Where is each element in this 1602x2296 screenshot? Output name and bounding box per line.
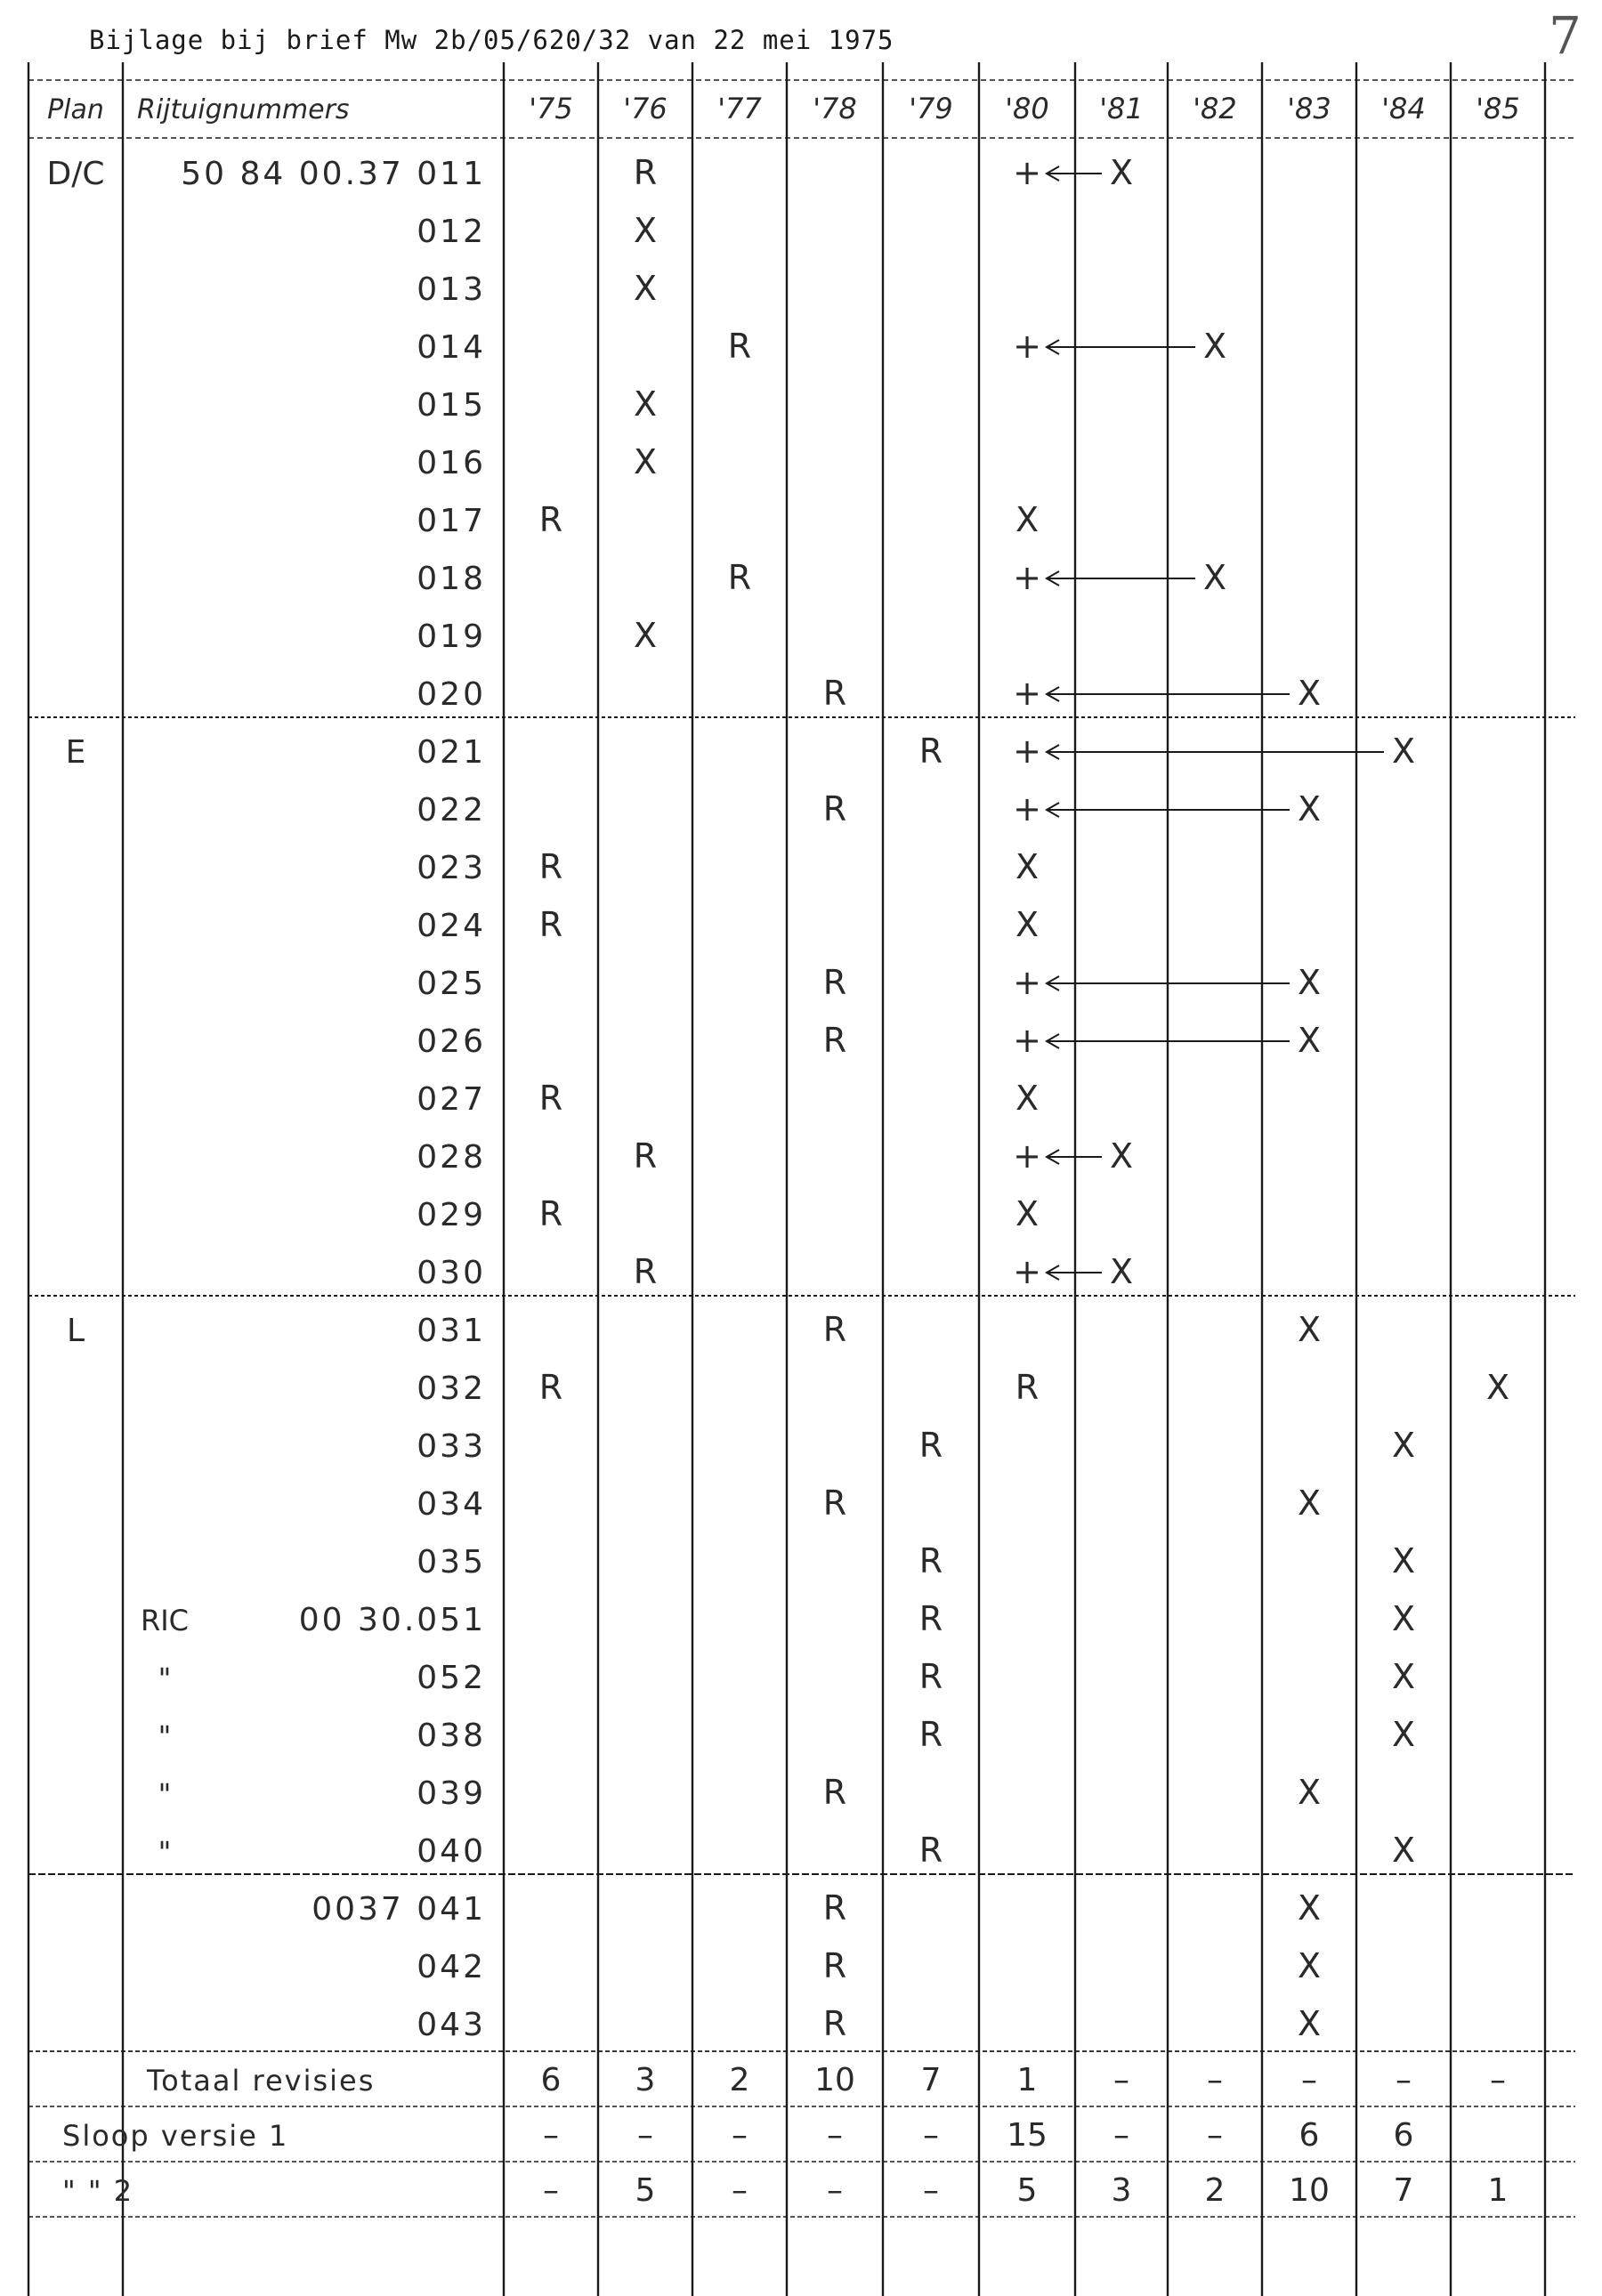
total-value: 2 [1204, 2172, 1226, 2209]
total-value: 6 [540, 2062, 562, 2098]
mark-R: R [918, 1831, 943, 1870]
letter-reference-title: Bijlage bij brief Mw 2b/05/620/32 van 22 mei 1975 [89, 25, 894, 55]
mark-R: R [633, 1136, 658, 1176]
vehicle-number: 024 [417, 908, 486, 944]
vehicle-number: 031 [417, 1313, 486, 1349]
mark-+: + [1013, 153, 1041, 192]
total-value: – [1490, 2062, 1506, 2098]
mark-R: R [1015, 1368, 1040, 1407]
mark-R: R [822, 1773, 847, 1812]
mark-+: + [1013, 963, 1041, 1002]
number-prefix: " [158, 1835, 172, 1869]
mark-X: X [1297, 963, 1322, 1002]
vehicle-number: 028 [417, 1139, 486, 1176]
column-header-10: '83 [1287, 92, 1331, 125]
mark-X: X [633, 384, 658, 424]
vehicle-number: 052 [417, 1660, 486, 1696]
vehicle-number: 026 [417, 1023, 486, 1060]
mark-X: X [633, 616, 658, 655]
vehicle-number: 016 [417, 445, 486, 481]
vehicle-number: 035 [417, 1544, 486, 1581]
mark-+: + [1013, 558, 1041, 597]
number-prefix: " [158, 1661, 172, 1695]
mark-X: X [1391, 1831, 1416, 1870]
vehicle-number: 018 [417, 561, 486, 597]
total-value: 10 [814, 2062, 855, 2098]
number-prefix: " [158, 1719, 172, 1753]
mark-R: R [538, 1368, 563, 1407]
total-value: 7 [1393, 2172, 1414, 2209]
column-header-12: '85 [1476, 92, 1520, 125]
vehicle-number: 030 [417, 1255, 486, 1291]
mark-X: X [1297, 1484, 1322, 1523]
mark-R: R [822, 674, 847, 713]
mark-X: X [1391, 1715, 1416, 1754]
plan-label: L [66, 1313, 85, 1349]
mark-X: X [1297, 1310, 1322, 1349]
mark-R: R [538, 847, 563, 886]
total-value: – [732, 2172, 748, 2209]
total-value: – [923, 2117, 939, 2154]
vehicle-number: 034 [417, 1486, 486, 1523]
column-header-1: Rijtuignummers [137, 94, 350, 125]
total-value: 1 [1487, 2172, 1509, 2209]
mark-R: R [918, 1715, 943, 1754]
column-header-7: '80 [1005, 92, 1049, 125]
mark-R: R [918, 1599, 943, 1638]
mark-X: X [1297, 2004, 1322, 2043]
mark-R: R [822, 1310, 847, 1349]
mark-X: X [1391, 1426, 1416, 1465]
mark-X: X [1297, 789, 1322, 829]
total-value: 5 [635, 2172, 656, 2209]
vehicle-number: 014 [417, 329, 486, 366]
plan-label: E [65, 734, 86, 771]
mark-X: X [1297, 674, 1322, 713]
mark-R: R [918, 732, 943, 771]
page-number-mark: 7 [1549, 5, 1582, 66]
vehicle-number: 015 [417, 387, 486, 424]
mark-X: X [1109, 153, 1134, 192]
plan-label: D/C [46, 156, 105, 192]
vehicle-number: 023 [417, 850, 486, 886]
vehicle-number: 0037 041 [312, 1891, 486, 1928]
mark-R: R [822, 1021, 847, 1060]
mark-R: R [538, 500, 563, 539]
vehicle-number: 013 [417, 271, 486, 308]
vehicle-number: 043 [417, 2007, 486, 2043]
total-value: 2 [729, 2062, 750, 2098]
column-header-5: '78 [813, 92, 857, 125]
vehicle-number: 025 [417, 966, 486, 1002]
mark-X: X [1015, 1194, 1040, 1233]
totals-label: Totaal revisies [147, 2064, 376, 2098]
mark-X: X [1297, 1888, 1322, 1928]
mark-R: R [918, 1657, 943, 1696]
total-value: – [1207, 2117, 1223, 2154]
mark-R: R [633, 153, 658, 192]
total-value: 3 [635, 2062, 656, 2098]
total-value: 7 [920, 2062, 942, 2098]
total-value: 15 [1007, 2117, 1048, 2154]
mark-X: X [1015, 1079, 1040, 1118]
column-header-0: Plan [47, 94, 104, 125]
mark-R: R [918, 1541, 943, 1581]
mark-X: X [633, 269, 658, 308]
mark-R: R [822, 1888, 847, 1928]
mark-X: X [1391, 1541, 1416, 1581]
mark-X: X [1391, 1657, 1416, 1696]
mark-R: R [633, 1252, 658, 1291]
vehicle-number: 012 [417, 214, 486, 250]
mark-+: + [1013, 674, 1041, 713]
mark-+: + [1013, 327, 1041, 366]
vehicle-number: 042 [417, 1949, 486, 1985]
mark-R: R [538, 905, 563, 944]
number-prefix: RIC [140, 1604, 190, 1637]
column-header-9: '82 [1193, 92, 1237, 125]
mark-X: X [1015, 847, 1040, 886]
column-header-11: '84 [1381, 92, 1426, 125]
total-value: – [1301, 2062, 1317, 2098]
mark-+: + [1013, 789, 1041, 829]
mark-R: R [822, 2004, 847, 2043]
mark-X: X [1297, 1021, 1322, 1060]
total-value: – [543, 2117, 559, 2154]
vehicle-number: 022 [417, 792, 486, 829]
vehicle-number: 50 84 00.37 011 [181, 156, 486, 192]
column-header-3: '76 [623, 92, 668, 125]
total-value: – [923, 2172, 939, 2209]
total-value: 5 [1016, 2172, 1038, 2209]
total-value: 6 [1299, 2117, 1320, 2154]
mark-R: R [538, 1194, 563, 1233]
vehicle-number: 019 [417, 618, 486, 655]
mark-X: X [1297, 1946, 1322, 1985]
mark-R: R [822, 963, 847, 1002]
totals-label: " " 2 [62, 2174, 134, 2208]
mark-X: X [1391, 1599, 1416, 1638]
column-header-4: '77 [717, 92, 762, 125]
mark-R: R [822, 1946, 847, 1985]
total-value: 1 [1016, 2062, 1038, 2098]
mark-+: + [1013, 1136, 1041, 1176]
mark-R: R [727, 327, 752, 366]
total-value: – [732, 2117, 748, 2154]
mark-+: + [1013, 1252, 1041, 1291]
vehicle-number: 039 [417, 1775, 486, 1812]
mark-X: X [1202, 558, 1227, 597]
mark-R: R [727, 558, 752, 597]
column-header-6: '79 [909, 92, 953, 125]
vehicle-number: 017 [417, 503, 486, 539]
total-value: – [827, 2172, 843, 2209]
vehicle-number: 038 [417, 1718, 486, 1754]
mark-+: + [1013, 732, 1041, 771]
vehicle-number: 00 30.051 [298, 1602, 486, 1638]
mark-R: R [822, 789, 847, 829]
total-value: – [1113, 2117, 1129, 2154]
column-header-8: '81 [1099, 92, 1144, 125]
total-value: – [1113, 2062, 1129, 2098]
mark-X: X [1109, 1252, 1134, 1291]
total-value: 6 [1393, 2117, 1414, 2154]
number-prefix: " [158, 1777, 172, 1811]
mark-X: X [633, 442, 658, 481]
vehicle-number: 029 [417, 1197, 486, 1233]
mark-R: R [538, 1079, 563, 1118]
mark-X: X [1297, 1773, 1322, 1812]
mark-X: X [1202, 327, 1227, 366]
vehicle-number: 020 [417, 676, 486, 713]
column-header-2: '75 [529, 92, 573, 125]
vehicle-number: 040 [417, 1833, 486, 1870]
mark-+: + [1013, 1021, 1041, 1060]
total-value: 10 [1289, 2172, 1330, 2209]
vehicle-number: 032 [417, 1370, 486, 1407]
mark-X: X [1485, 1368, 1510, 1407]
totals-label: Sloop versie 1 [62, 2119, 289, 2153]
mark-X: X [633, 211, 658, 250]
total-value: – [827, 2117, 843, 2154]
mark-X: X [1015, 905, 1040, 944]
vehicle-number: 033 [417, 1428, 486, 1465]
total-value: – [1207, 2062, 1223, 2098]
total-value: – [543, 2172, 559, 2209]
total-value: – [1396, 2062, 1412, 2098]
total-value: – [637, 2117, 653, 2154]
mark-R: R [822, 1484, 847, 1523]
total-value: 3 [1111, 2172, 1132, 2209]
vehicle-number: 021 [417, 734, 486, 771]
mark-R: R [918, 1426, 943, 1465]
mark-X: X [1015, 500, 1040, 539]
vehicle-number: 027 [417, 1081, 486, 1118]
mark-X: X [1109, 1136, 1134, 1176]
mark-X: X [1391, 732, 1416, 771]
